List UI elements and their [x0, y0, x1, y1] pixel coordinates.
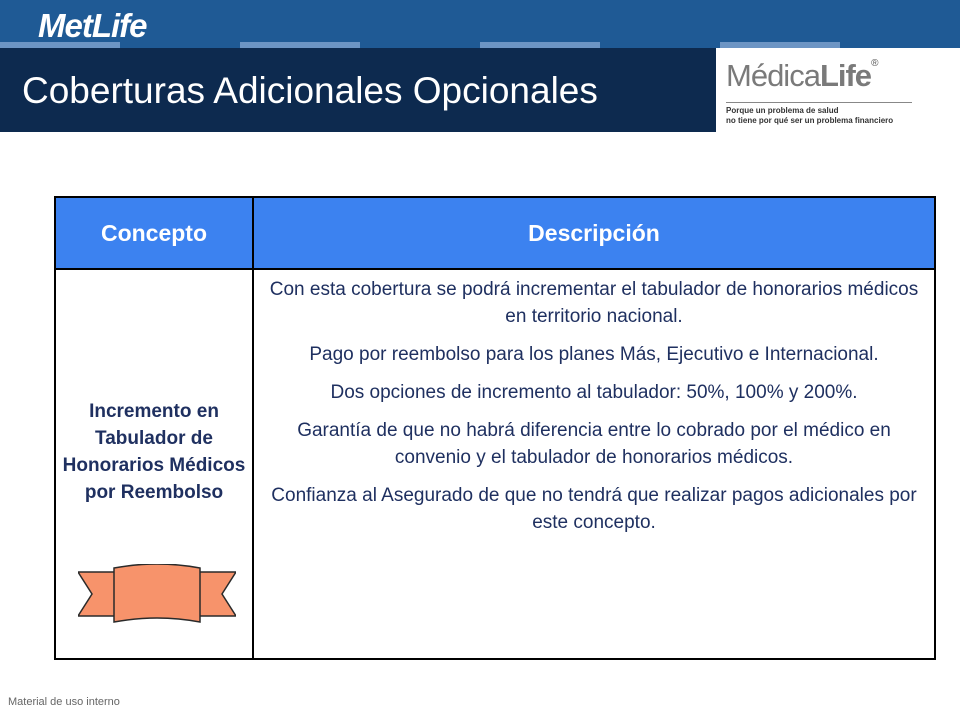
medicalife-brand-part2: Life: [819, 58, 872, 93]
metlife-logo: MetLife: [38, 7, 147, 44]
coverage-table: [54, 196, 936, 660]
column-header-concepto: Concepto: [55, 197, 253, 269]
column-header-descripcion: Descripción: [253, 197, 935, 269]
registered-mark: ®: [871, 58, 878, 69]
medicalife-logo: [716, 48, 960, 132]
table-row: [55, 269, 935, 659]
concept-label: Incremento en Tabulador de Honorarios Médicos por Reembolso: [62, 401, 246, 503]
page-title: Coberturas Adicionales Opcionales: [22, 70, 598, 111]
ribbon-banner-icon: [78, 564, 236, 624]
concept-cell: [55, 269, 253, 659]
top-brand-bar: [0, 0, 960, 48]
logo-rule: [726, 102, 912, 103]
description-item: Con esta cobertura se podrá incrementar el tabulador de honorarios médicos en territorio nacional.: [269, 279, 919, 327]
table-header-row: [55, 197, 935, 269]
medicalife-tagline: [726, 106, 893, 126]
description-cell: [253, 269, 935, 659]
tagline-line-2: no tiene por qué ser un problema financiero: [726, 116, 894, 125]
description-item: Confianza al Asegurado de que no tendrá que realizar pagos adicionales por este concepto.: [271, 485, 917, 533]
tagline-line-1: Porque un problema de salud: [726, 106, 839, 115]
description-item: Pago por reembolso para los planes Más, Ejecutivo e Internacional.: [309, 344, 879, 365]
footer-note: Material de uso interno: [8, 696, 120, 708]
title-bar: [0, 48, 960, 132]
medicalife-brand-part1: Médica: [726, 58, 820, 93]
description-item: Dos opciones de incremento al tabulador: 50%, 100% y 200%.: [330, 382, 858, 403]
medicalife-brand: [726, 58, 877, 94]
description-item: Garantía de que no habrá diferencia entre lo cobrado por el médico en convenio y el tabulador de honorarios médicos.: [297, 420, 891, 468]
